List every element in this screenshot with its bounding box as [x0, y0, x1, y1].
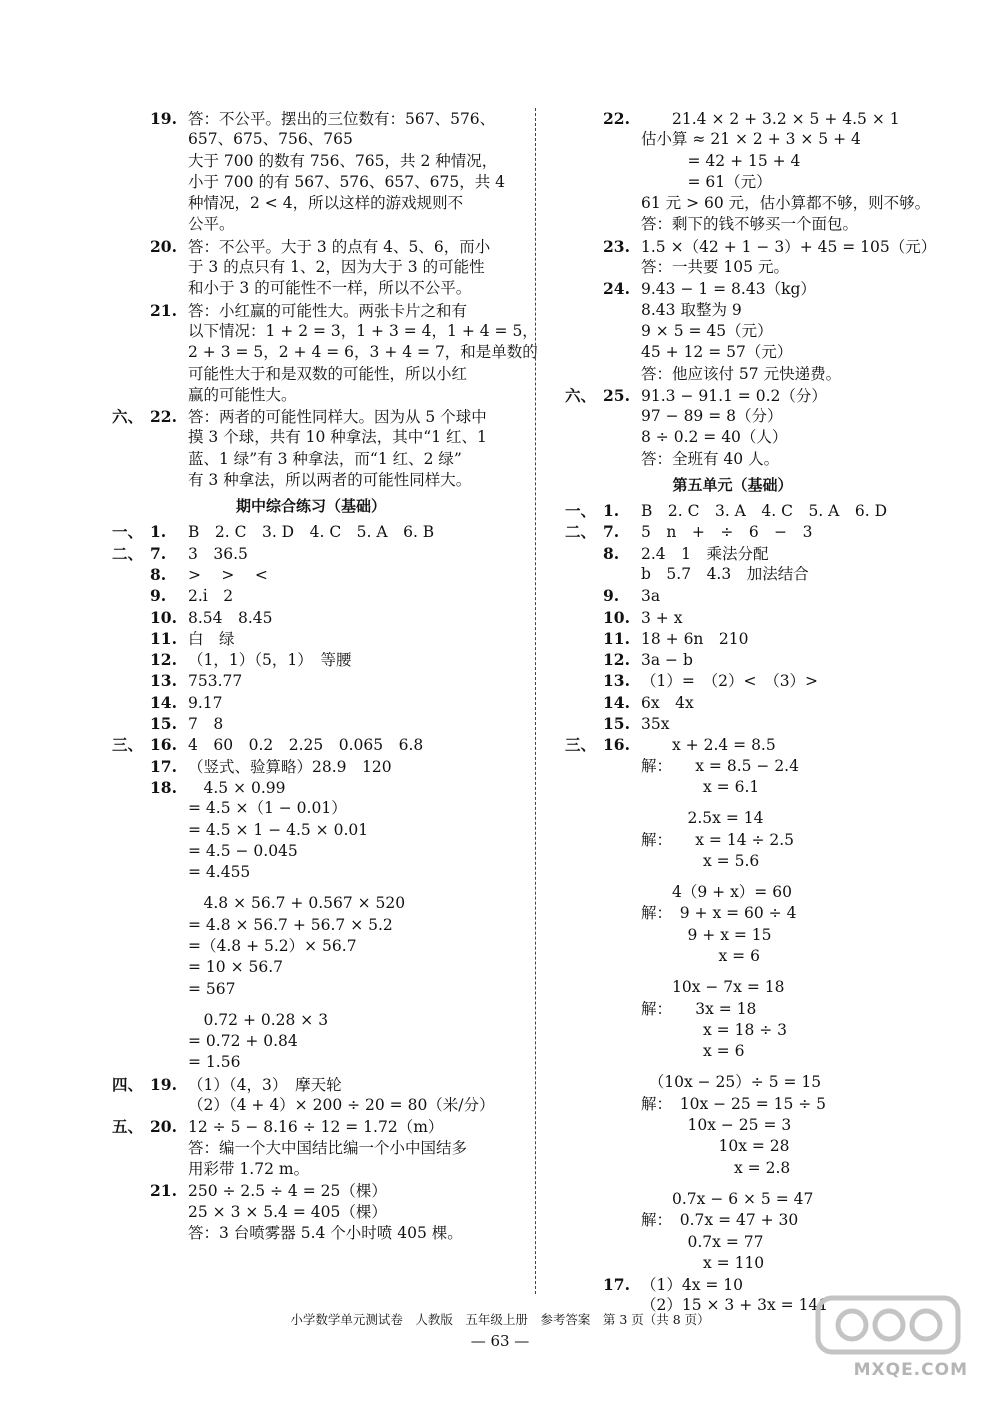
question-number: 14. [150, 692, 177, 712]
column-divider [535, 108, 536, 1294]
answer-text: 解： 0.7x = 47 + 30 [641, 1211, 799, 1230]
answer-line [112, 1159, 510, 1180]
answer-text: （1，1）（5，1） 等腰 [188, 651, 352, 670]
question-number: 9. [603, 586, 620, 606]
answer-text: = 4.5 ×（1 − 0.01） [188, 799, 347, 818]
answer-line [112, 734, 510, 755]
question-number: 21. [150, 300, 177, 320]
answer-text: 2 + 3 = 5，2 + 4 = 6，3 + 4 = 7，和是单数的 [188, 343, 538, 362]
answer-logo-icon [814, 1292, 964, 1362]
question-number: 14. [603, 692, 630, 712]
answer-text: 答：剩下的钱不够买一个面包。 [641, 215, 859, 234]
question-number: 15. [603, 714, 630, 734]
answer-text: （1）（4，3） 摩天轮 [188, 1075, 342, 1094]
answer-line [112, 342, 538, 363]
answer-text: 答：编一个大中国结比编一个小中国结多 [188, 1138, 468, 1157]
answer-text: 2.5x = 14 [641, 809, 764, 828]
answer-text: 于 3 的点只有 1、2，因为大于 3 的可能性 [188, 258, 485, 277]
answer-line [565, 585, 900, 606]
answer-text: 解： 3x = 18 [641, 999, 757, 1018]
answer-line [112, 543, 510, 564]
answer-line [565, 808, 900, 829]
question-number: 19. [150, 1074, 177, 1094]
answer-text: x = 18 ÷ 3 [641, 1020, 788, 1039]
spacer [565, 1062, 900, 1072]
answer-line [565, 214, 900, 235]
answer-line [565, 1189, 900, 1210]
answer-line [112, 236, 510, 257]
answer-text: 小于 700 的有 567、576、657、675，共 4 [188, 172, 505, 191]
section-marker: 一、 [565, 501, 597, 521]
answer-text: 9 × 5 = 45（元） [641, 321, 773, 340]
answer-line [565, 670, 900, 691]
question-number: 12. [603, 650, 630, 670]
answer-text: 1.5 ×（42 + 1 − 3）+ 45 = 105（元） [641, 237, 937, 256]
answer-text: 答：3 台喷雾器 5.4 个小时喷 405 棵。 [188, 1223, 463, 1242]
answer-text: （竖式、验算略）28.9 120 [188, 757, 392, 776]
answer-text: x = 110 [641, 1253, 765, 1272]
answer-text: 4.5 × 0.99 [188, 778, 286, 797]
answer-text: 以下情况：1 + 2 = 3，1 + 3 = 4，1 + 4 = 5， [188, 321, 538, 340]
answer-text: 答：不公平。大于 3 的点有 4、5、6，而小 [188, 237, 491, 256]
question-number: 7. [603, 522, 620, 542]
answer-text: x = 6.1 [641, 777, 760, 796]
answer-text: 解： 10x − 25 = 15 ÷ 5 [641, 1094, 827, 1113]
answer-line [565, 129, 900, 150]
answer-text: x = 6 [641, 1042, 745, 1061]
section-marker: 二、 [112, 543, 144, 563]
answer-line [565, 977, 900, 998]
answer-line [565, 999, 900, 1020]
answer-text: 25 × 3 × 5.4 = 405（棵） [188, 1202, 387, 1221]
answer-text: 45 + 12 = 57（元） [641, 343, 793, 362]
question-number: 25. [603, 385, 630, 405]
answer-line [112, 427, 510, 448]
answer-line [112, 108, 510, 129]
answer-text: 9 + x = 15 [641, 925, 772, 944]
answer-text: 91.3 − 91.1 = 0.2（分） [641, 386, 827, 405]
answer-text: 和小于 3 的可能性不一样，所以不公平。 [188, 279, 472, 298]
answer-text: =（4.8 + 5.2）× 56.7 [188, 936, 357, 955]
answer-line [112, 1074, 510, 1095]
answer-line [565, 406, 900, 427]
left-column [112, 108, 538, 1244]
answer-line [112, 129, 510, 150]
answer-line [112, 1223, 510, 1244]
answer-text: 35x [641, 715, 670, 734]
answer-line [112, 449, 510, 470]
answer-text: 10x − 7x = 18 [641, 978, 785, 997]
answer-text: 3a − b [641, 651, 693, 670]
answer-text: 可能性大于和是双数的可能性，所以小红 [188, 364, 468, 383]
question-number: 15. [150, 714, 177, 734]
answer-line [112, 936, 510, 957]
answer-line [112, 893, 510, 914]
section-marker: 六、 [112, 407, 144, 427]
answer-line [112, 1052, 510, 1073]
answer-line [565, 628, 900, 649]
answer-line [112, 1095, 510, 1116]
spacer [112, 883, 510, 893]
answer-line [112, 607, 510, 628]
section-marker: 三、 [112, 735, 144, 755]
answer-line [565, 1094, 900, 1115]
answer-line [112, 692, 510, 713]
answer-line [112, 300, 510, 321]
answer-line [565, 1232, 900, 1253]
question-number: 20. [150, 236, 177, 256]
answer-line [112, 915, 510, 936]
answer-text: = 567 [188, 979, 236, 998]
answer-text: 7 8 [188, 715, 224, 734]
answer-line [565, 903, 900, 924]
answer-text: 8.54 8.45 [188, 608, 273, 627]
answer-line [112, 278, 510, 299]
answer-text: 10x − 25 = 3 [641, 1116, 792, 1135]
answer-line [565, 925, 900, 946]
section-marker: 四、 [112, 1074, 144, 1094]
answer-text: （10x − 25）÷ 5 = 15 [641, 1073, 822, 1092]
answer-line [565, 1158, 900, 1179]
answer-text: x = 6 [641, 946, 760, 965]
answer-line [565, 649, 900, 670]
answer-line [565, 1115, 900, 1136]
question-number: 11. [603, 628, 630, 648]
answer-text: 赢的可能性大。 [188, 385, 297, 404]
spacer [112, 1000, 510, 1010]
question-number: 13. [150, 671, 177, 691]
answer-line [112, 521, 510, 542]
section-heading: 第五单元（基础） [672, 476, 793, 495]
answer-line [565, 713, 900, 734]
answer-line [112, 1031, 510, 1052]
answer-text: = 4.8 × 56.7 + 56.7 × 5.2 [188, 915, 393, 934]
answer-text: 9.17 [188, 693, 223, 712]
answer-text: = 4.5 − 0.045 [188, 841, 298, 860]
answer-line [112, 321, 538, 342]
answer-line [112, 628, 510, 649]
answer-line [565, 236, 937, 257]
answer-text: （2）15 × 3 + 3x = 141 [641, 1296, 829, 1315]
answer-line [565, 342, 900, 363]
answer-line [565, 1210, 900, 1231]
answer-text: 2.4 1 乘法分配 [641, 544, 769, 563]
watermark [814, 1292, 974, 1384]
answer-line [565, 521, 900, 542]
answer-line [112, 1010, 510, 1031]
question-number: 16. [603, 735, 630, 755]
answer-line [565, 1020, 900, 1041]
question-number: 12. [150, 650, 177, 670]
answer-line [565, 172, 900, 193]
answer-text: （2）（4 + 4）× 200 ÷ 20 = 80（米/分） [188, 1096, 495, 1115]
answer-text: 公平。 [188, 215, 235, 234]
answer-line [112, 214, 510, 235]
question-number: 11. [150, 628, 177, 648]
answer-line [112, 1116, 510, 1137]
answer-text: = 61（元） [641, 172, 772, 191]
answer-line [565, 108, 900, 129]
answer-line [112, 713, 510, 734]
answer-text: 4 60 0.2 2.25 0.065 6.8 [188, 736, 424, 755]
section-marker: 二、 [565, 522, 597, 542]
answer-line [565, 427, 900, 448]
answer-text: x + 2.4 = 8.5 [641, 736, 776, 755]
answer-line [112, 670, 510, 691]
question-number: 8. [150, 564, 167, 584]
answer-text: B 2. C 3. D 4. C 5. A 6. B [188, 523, 435, 542]
section-marker: 三、 [565, 735, 597, 755]
answer-line [565, 1136, 900, 1157]
answer-text: 答：一共要 105 元。 [641, 258, 789, 277]
answer-line [112, 979, 510, 1000]
answer-line [112, 820, 510, 841]
question-number: 21. [150, 1181, 177, 1201]
answer-line [565, 734, 900, 755]
answer-text: 答：不公平。摆出的三位数有：567、576、 [188, 110, 496, 128]
answer-line [565, 607, 900, 628]
answer-text: 4（9 + x）= 60 [641, 883, 792, 902]
answer-line [112, 1202, 510, 1223]
answer-text: 9.43 − 1 = 8.43（kg） [641, 280, 816, 299]
answer-line [565, 756, 900, 777]
answer-line [112, 1180, 510, 1201]
question-number: 22. [603, 109, 630, 128]
answer-text: 6x 4x [641, 693, 694, 712]
question-number: 1. [603, 501, 620, 521]
answer-text: x = 5.6 [641, 851, 760, 870]
answer-text: 白 绿 [188, 629, 235, 648]
question-number: 17. [150, 756, 177, 776]
answer-line [565, 385, 900, 406]
question-number: 16. [150, 735, 177, 755]
section-marker: 五、 [112, 1117, 144, 1137]
answer-text: 3 36.5 [188, 544, 248, 563]
answer-text: 解： x = 8.5 − 2.4 [641, 756, 799, 775]
spacer [565, 872, 900, 882]
answer-line [112, 585, 510, 606]
answer-text: 估小算 ≈ 21 × 2 + 3 × 5 + 4 [641, 130, 861, 149]
answer-line [565, 692, 900, 713]
answer-line [112, 151, 510, 172]
answer-line [565, 193, 931, 214]
answer-text: = 4.5 × 1 − 4.5 × 0.01 [188, 820, 369, 839]
question-number: 9. [150, 586, 167, 606]
answer-text: > > < [188, 565, 268, 584]
answer-text: 21.4 × 2 + 3.2 × 5 + 4.5 × 1 [641, 110, 900, 128]
question-number: 23. [603, 236, 630, 256]
answer-line [565, 946, 900, 967]
answer-text: 657、675、756、765 [188, 130, 353, 149]
answer-text: = 10 × 56.7 [188, 958, 283, 977]
answer-line [565, 449, 900, 470]
answer-text: 8.43 取整为 9 [641, 300, 742, 319]
answer-line [565, 500, 900, 521]
answer-text: 用彩带 1.72 m。 [188, 1159, 310, 1178]
answer-text: 753.77 [188, 672, 243, 691]
answer-line [112, 257, 510, 278]
answer-text: 18 + 6n 210 [641, 629, 749, 648]
answer-text: 5 n + ÷ 6 − 3 [641, 523, 813, 542]
answer-text: 种情况，2 < 4，所以这样的游戏规则不 [188, 194, 464, 213]
answer-text: = 0.72 + 0.84 [188, 1032, 298, 1051]
answer-text: 0.7x = 77 [641, 1232, 764, 1251]
answer-line [565, 777, 900, 798]
answer-line [112, 172, 510, 193]
answer-text: 61 元 > 60 元，估小算都不够，则不够。 [641, 194, 931, 213]
answer-line [565, 151, 900, 172]
spacer [565, 798, 900, 808]
answer-text: 解： x = 14 ÷ 2.5 [641, 830, 795, 849]
answer-text: 答：他应该付 57 元快递费。 [641, 364, 842, 383]
question-number: 8. [603, 543, 620, 563]
answer-line [565, 300, 900, 321]
section-marker: 一、 [112, 522, 144, 542]
answer-text: 3a [641, 587, 661, 606]
answer-line [112, 841, 510, 862]
answer-line [112, 406, 510, 427]
answer-text: = 42 + 15 + 4 [641, 151, 801, 170]
answer-line [112, 957, 510, 978]
question-number: 20. [150, 1117, 177, 1137]
answer-line [565, 257, 900, 278]
answer-line [565, 1041, 900, 1062]
answer-line [112, 1138, 510, 1159]
answer-line [112, 777, 510, 798]
answer-text: = 4.455 [188, 863, 251, 882]
question-number: 1. [150, 522, 167, 542]
answer-text: 10x = 28 [641, 1137, 790, 1156]
answer-text: 解： 9 + x = 60 ÷ 4 [641, 904, 797, 923]
answer-line [565, 1072, 900, 1093]
answer-text: 0.72 + 0.28 × 3 [188, 1010, 329, 1029]
answer-line [112, 364, 510, 385]
answer-text: x = 2.8 [641, 1158, 791, 1177]
answer-text: 3 + x [641, 608, 683, 627]
watermark-text: MXQE.COM [853, 1360, 968, 1380]
answer-line [565, 564, 900, 585]
spacer [565, 967, 900, 977]
answer-line [565, 364, 900, 385]
answer-line [112, 756, 510, 777]
answer-line [565, 830, 900, 851]
answer-line [565, 321, 900, 342]
answer-text: （1）4x = 10 [641, 1276, 744, 1295]
answer-text: 答：小红赢的可能性大。两张卡片之和有 [188, 301, 468, 320]
question-number: 18. [150, 777, 177, 797]
answer-line [565, 851, 900, 872]
answer-text: 答：两者的可能性同样大。因为从 5 个球中 [188, 408, 487, 427]
answer-text: 12 ÷ 5 − 8.16 ÷ 12 = 1.72（m） [188, 1118, 444, 1137]
answer-text: 有 3 种拿法，所以两者的可能性同样大。 [188, 471, 472, 490]
question-number: 17. [603, 1275, 630, 1295]
answer-text: 8 ÷ 0.2 = 40（人） [641, 428, 788, 447]
question-number: 10. [150, 607, 177, 627]
answer-text: 97 − 89 = 8（分） [641, 407, 783, 426]
answer-text: 答：全班有 40 人。 [641, 449, 780, 468]
answer-line [112, 862, 510, 883]
question-number: 24. [603, 279, 630, 299]
answer-text: 大于 700 的数有 756、765，共 2 种情况， [188, 151, 498, 170]
section-marker: 六、 [565, 385, 597, 405]
answer-text: = 1.56 [188, 1053, 241, 1072]
page-number: — 63 — [470, 1332, 530, 1350]
question-number: 22. [150, 407, 177, 427]
answer-line [565, 278, 900, 299]
answer-line [112, 798, 510, 819]
spacer [565, 1179, 900, 1189]
answer-text: b 5.7 4.3 加法结合 [641, 564, 809, 583]
answer-line [112, 470, 510, 491]
question-number: 7. [150, 543, 167, 563]
section-heading: 期中综合练习（基础） [235, 497, 386, 516]
right-column [565, 108, 937, 1317]
answer-line [112, 649, 510, 670]
answer-line [565, 1253, 900, 1274]
answer-text: B 2. C 3. A 4. C 5. A 6. D [641, 502, 888, 521]
answer-line [565, 543, 900, 564]
footer-caption: 小学数学单元测试卷 人教版 五年级上册 参考答案 第 3 页（共 8 页） [290, 1312, 710, 1327]
answer-text: 250 ÷ 2.5 ÷ 4 = 25（棵） [188, 1182, 387, 1201]
answer-line [565, 882, 900, 903]
question-number: 13. [603, 671, 630, 691]
answer-text: 4.8 × 56.7 + 0.567 × 520 [188, 894, 406, 913]
answer-text: 蓝、1 绿”有 3 种拿法，而“1 红、2 绿” [188, 449, 462, 468]
answer-line [112, 564, 510, 585]
answer-line [112, 385, 510, 406]
question-number: 10. [603, 607, 630, 627]
answer-text: （1）= （2）< （3）> [641, 672, 819, 691]
answer-text: 摸 3 个球，共有 10 种拿法，其中“1 红、1 [188, 428, 487, 447]
answer-text: 2.i̇ 2 [188, 587, 234, 606]
question-number: 19. [150, 109, 177, 128]
answer-line [112, 193, 510, 214]
answer-text: 0.7x − 6 × 5 = 47 [641, 1189, 814, 1208]
